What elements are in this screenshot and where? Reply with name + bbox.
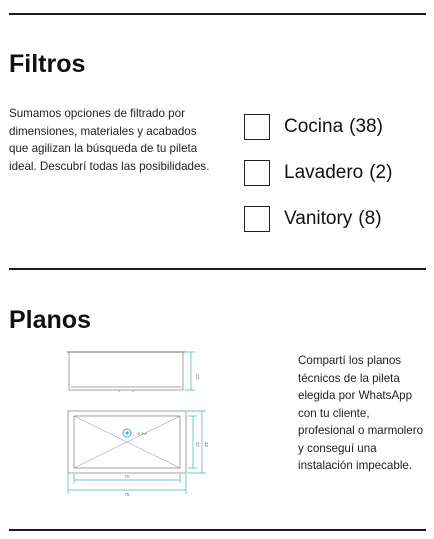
side-view: [67, 352, 185, 392]
inner-depth-label: 37: [195, 442, 200, 448]
vanitory-label: Vanitory: [284, 208, 353, 229]
sink-technical-drawing: [57, 344, 257, 498]
cocina-label: Cocina: [284, 116, 344, 137]
filter-option-lavadero[interactable]: [244, 150, 392, 196]
planos-heading: Planos: [9, 306, 91, 334]
middle-divider: [9, 268, 426, 270]
filtros-description: Sumamos opciones de filtrado por dimensiones, materiales y acabados que agilizan la búsqueda de tu pileta ideal. Descubrí todas las posibilidades.: [9, 107, 210, 173]
side-height-dimension: [185, 352, 195, 390]
filter-list: [244, 104, 392, 242]
lavadero-checkbox[interactable]: [244, 160, 270, 186]
outer-width-label: 75: [124, 492, 130, 497]
vanitory-count: (8): [358, 208, 382, 229]
filter-option-cocina[interactable]: [244, 104, 392, 150]
side-height-label: 22: [195, 374, 200, 380]
drain-label: Ø 8,9: [137, 431, 147, 436]
planos-description: Compartí los planos técnicos de la pileta elegida por WhatsApp con tu cliente, profesional o marmolero y conseguí una instalación impecable.: [298, 354, 424, 472]
filter-option-vanitory[interactable]: [244, 196, 392, 242]
top-divider: [9, 13, 426, 15]
filtros-heading: Filtros: [9, 50, 86, 78]
outer-depth-label: 42: [204, 442, 209, 448]
cocina-checkbox[interactable]: [244, 114, 270, 140]
cocina-count: (38): [349, 116, 383, 137]
bottom-divider: [9, 529, 426, 531]
lavadero-count: (2): [369, 162, 393, 183]
inner-width-label: 70: [124, 474, 130, 479]
drain-center: [126, 432, 129, 435]
lavadero-label: Lavadero: [284, 162, 364, 183]
plan-view: [68, 411, 186, 473]
vanitory-checkbox[interactable]: [244, 206, 270, 232]
